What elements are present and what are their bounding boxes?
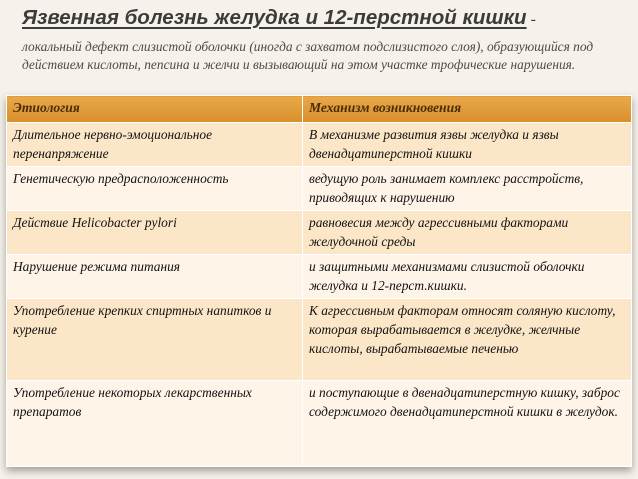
etiology-table-container [6,95,632,467]
header-etiology: Этиология [7,96,303,123]
cell-mechanism: В механизме развития язвы желудка и язвы двенадцатиперстной кишки [303,123,632,167]
cell-etiology: Употребление некоторых лекарственных препаратов [7,381,303,467]
cell-etiology: Генетическую предрасположенность [7,167,303,211]
definition-text: локальный дефект слизистой оболочки (иногда с захватом подслизистого слоя), образующийся под действием кислоты, пепсина и желчи и вызывающий на этом участке трофические нарушения. [22,39,594,72]
title-dash: - [530,11,536,28]
cell-mechanism: равновесия между агрессивными факторами желудочной среды [303,211,632,255]
cell-etiology: Действие Helicobacter pylori [7,211,303,255]
table-row [7,211,632,255]
table-row [7,381,632,467]
table-row [7,299,632,381]
cell-etiology: Нарушение режима питания [7,255,303,299]
header-mechanism: Механизм возникновения [303,96,632,123]
cell-mechanism: ведущую роль занимает комплекс расстройств, приводящих к нарушению [303,167,632,211]
table-row [7,123,632,167]
cell-etiology: Длительное нервно-эмоциональное перенапряжение [7,123,303,167]
cell-mechanism: К агрессивным факторам относят соляную кислоту, которая вырабатывается в желудке, желчные кислоты, вырабатываемые печенью [303,299,632,381]
cell-mechanism: и поступающие в двенадцатиперстную кишку, заброс содержимого двенадцатиперстной кишки в желудок. [303,381,632,467]
cell-etiology: Употребление крепких спиртных напитков и курение [7,299,303,381]
slide-title: Язвенная болезнь желудка и 12-перстной кишки [22,6,527,29]
etiology-table [6,95,632,467]
cell-mechanism: и защитными механизмами слизистой оболочки желудка и 12-перст.кишки. [303,255,632,299]
table-row [7,255,632,299]
title-row [22,6,632,34]
table-header-row [7,96,632,123]
table-row [7,167,632,211]
